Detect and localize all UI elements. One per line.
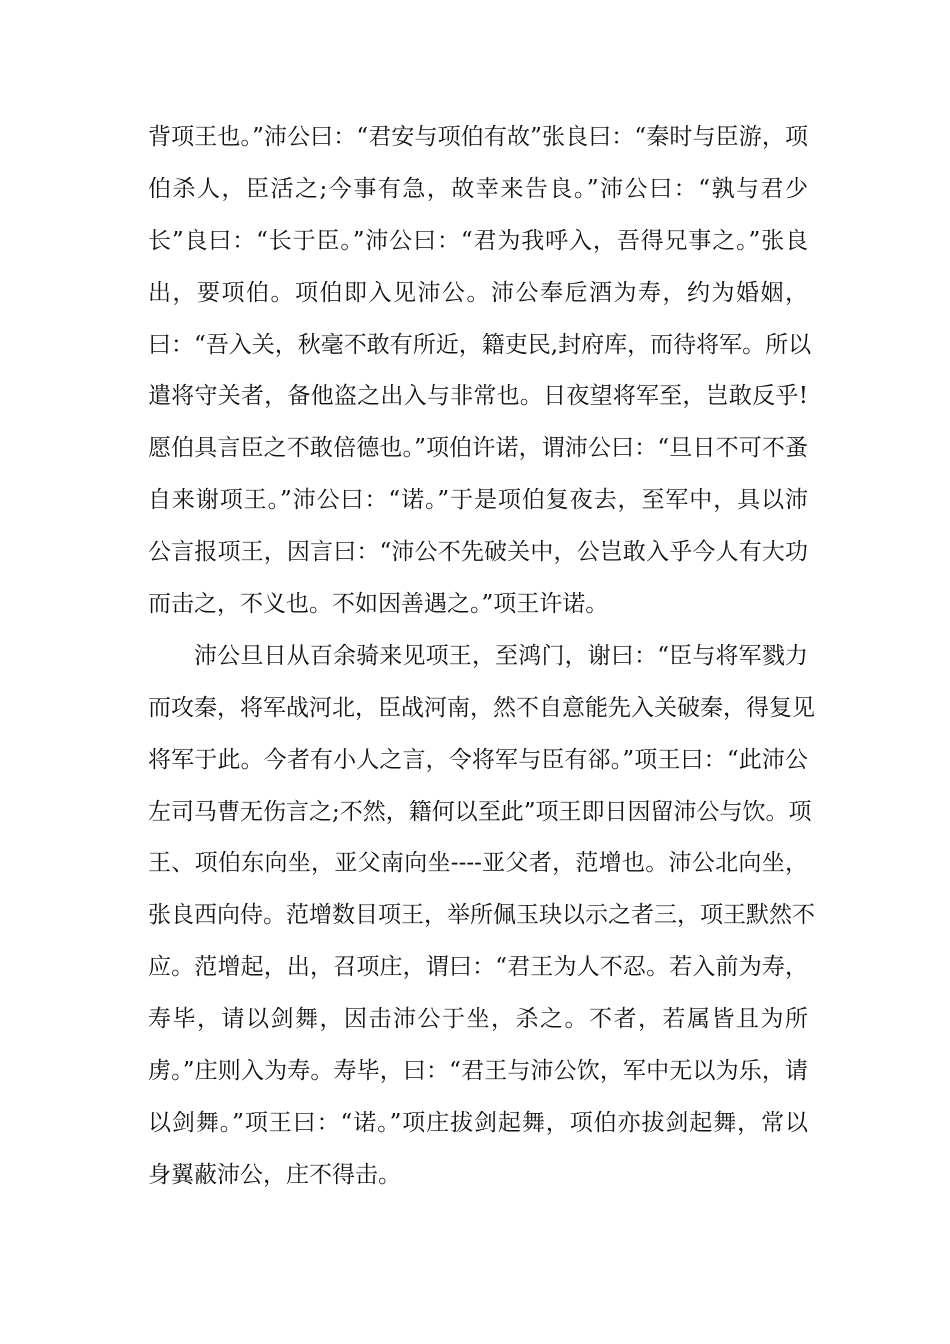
- text-line: 愿伯具言臣之不敢倍德也。”项伯许诺，谓沛公曰：“旦日不可不蚤: [148, 435, 808, 462]
- text-line: 将军于此。今者有小人之言，令将军与臣有郤。”项王曰：“此沛公: [148, 746, 808, 773]
- text-line: 以剑舞。”项王曰：“诺。”项庄拔剑起舞，项伯亦拔剑起舞，常以: [148, 1109, 808, 1136]
- text-line: 沛公旦日从百余骑来见项王，至鸿门，谢曰：“臣与将军戮力: [194, 642, 808, 669]
- text-line: 背项王也。”沛公曰：“君安与项伯有故”张良曰：“秦时与臣游，项: [148, 124, 808, 150]
- text-line: 应。范增起，出，召项庄，谓曰：“君王为人不忍。若入前为寿，: [148, 954, 808, 981]
- text-line: 王、项伯东向坐，亚父南向坐----亚父者，范增也。沛公北向坐，: [148, 850, 808, 877]
- text-line: 而击之，不义也。不如因善遇之。”项王许诺。: [148, 591, 609, 618]
- text-line: 左司马曹无伤言之;不然，籍何以至此”项王即日因留沛公与饮。项: [148, 798, 812, 825]
- text-line: 张良西向侍。范增数目项王，举所佩玉玦以示之者三，项王默然不: [148, 902, 815, 929]
- text-line: 自来谢项王。”沛公曰：“诺。”于是项伯复夜去，至军中，具以沛: [148, 487, 808, 514]
- text-line: 虏。”庄则入为寿。寿毕，曰：“君王与沛公饮，军中无以为乐，请: [148, 1058, 808, 1085]
- document-body: [148, 112, 815, 1202]
- text-line: 而攻秦，将军战河北，臣战河南，然不自意能先入关破秦，得复见: [148, 694, 815, 721]
- text-line: 遣将守关者，备他盗之出入与非常也。日夜望将军至，岂敢反乎!: [148, 383, 808, 410]
- text-line: 公言报项王，因言曰：“沛公不先破关中，公岂敢入乎今人有大功: [148, 539, 808, 566]
- text-line: 出，要项伯。项伯即入见沛公。沛公奉卮酒为寿，约为婚姻，: [148, 279, 808, 306]
- text-line: 身翼蔽沛公，庄不得击。: [148, 1161, 401, 1188]
- text-line: 曰：“吾入关，秋毫不敢有所近，籍吏民,封府库，而待将军。所以: [148, 331, 812, 358]
- paragraph-1: [148, 112, 812, 631]
- paragraph-2: [148, 631, 815, 1202]
- text-line: 寿毕，请以剑舞，因击沛公于坐，杀之。不者，若属皆且为所: [148, 1006, 808, 1033]
- text-line: 伯杀人，臣活之;今事有急，故幸来告良。”沛公曰：“孰与君少: [148, 175, 808, 202]
- text-line: 长”良曰：“长于臣。”沛公曰：“君为我呼入，吾得兄事之。”张良: [148, 227, 808, 254]
